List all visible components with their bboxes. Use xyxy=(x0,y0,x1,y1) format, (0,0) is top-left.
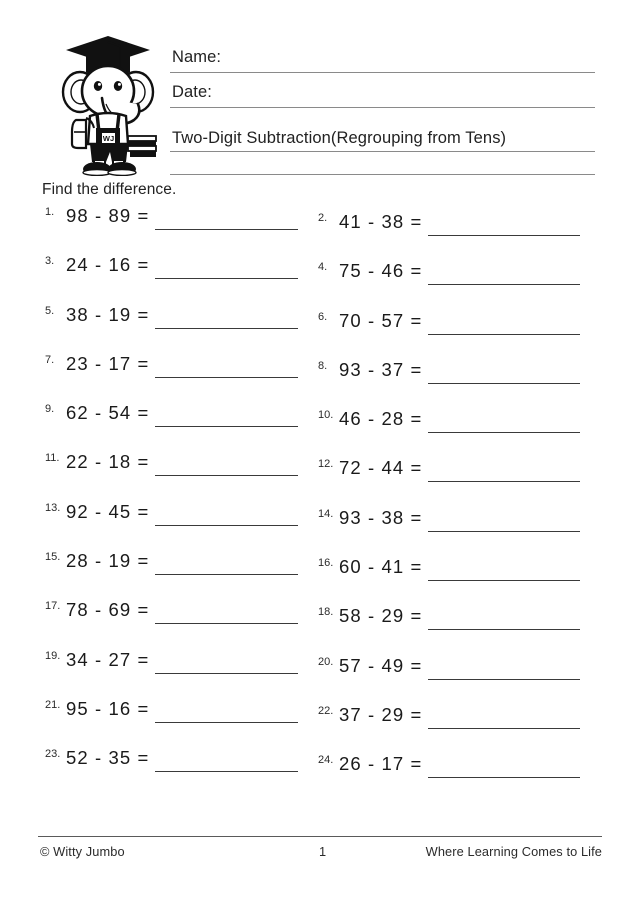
problem-row xyxy=(0,649,640,698)
problem-equation: 57 - 49 = xyxy=(339,654,423,676)
problem-equation: 23 - 17 = xyxy=(66,352,150,374)
answer-blank[interactable] xyxy=(155,229,298,230)
problem-number: 14. xyxy=(318,507,334,520)
problem-equation: 37 - 29 = xyxy=(339,703,423,725)
answer-blank[interactable] xyxy=(428,777,580,778)
problem-item xyxy=(318,507,580,529)
header-fields xyxy=(170,38,595,175)
problem-row xyxy=(0,599,640,648)
problem-row xyxy=(0,747,640,796)
problem-equation: 75 - 46 = xyxy=(339,260,423,282)
problem-number: 11. xyxy=(45,452,60,465)
problem-item xyxy=(318,260,580,282)
problem-item xyxy=(318,310,580,332)
problem-item xyxy=(318,408,580,430)
answer-blank[interactable] xyxy=(428,481,580,482)
svg-text:WJ: WJ xyxy=(102,134,115,144)
problem-number: 24. xyxy=(318,754,334,767)
problem-number: 15. xyxy=(45,551,61,564)
worksheet-footer xyxy=(38,836,602,872)
problem-number: 1. xyxy=(45,206,55,218)
answer-blank[interactable] xyxy=(428,629,580,630)
problem-number: 12. xyxy=(318,458,334,471)
problem-item xyxy=(45,747,298,769)
problem-item xyxy=(45,451,298,473)
problem-equation: 62 - 54 = xyxy=(66,402,150,424)
problem-item xyxy=(45,205,298,227)
answer-blank[interactable] xyxy=(428,284,580,285)
problem-number: 23. xyxy=(45,748,61,761)
problem-row xyxy=(0,402,640,451)
answer-blank[interactable] xyxy=(155,328,298,329)
problem-row xyxy=(0,205,640,254)
problem-item xyxy=(318,655,580,677)
problem-number: 4. xyxy=(318,261,328,274)
answer-blank[interactable] xyxy=(428,432,580,433)
answer-blank[interactable] xyxy=(155,278,298,279)
problem-equation: 24 - 16 = xyxy=(66,254,150,276)
problem-item xyxy=(318,556,580,578)
worksheet-title-row xyxy=(170,108,595,152)
problem-number: 5. xyxy=(45,304,55,317)
answer-blank[interactable] xyxy=(155,426,298,427)
answer-blank[interactable] xyxy=(428,334,580,335)
answer-blank[interactable] xyxy=(428,679,580,680)
problem-equation: 41 - 38 = xyxy=(339,211,423,232)
footer-page-number: 1 xyxy=(319,844,327,859)
problem-item xyxy=(45,353,298,375)
problem-grid xyxy=(0,205,640,797)
problem-number: 18. xyxy=(318,606,334,619)
problem-equation: 26 - 17 = xyxy=(339,753,423,775)
date-label: Date: xyxy=(172,83,212,101)
problem-number: 17. xyxy=(45,600,61,613)
problem-number: 6. xyxy=(318,310,328,323)
name-field-row[interactable] xyxy=(170,38,595,73)
problem-equation: 72 - 44 = xyxy=(339,457,423,479)
problem-equation: 92 - 45 = xyxy=(66,500,150,522)
problem-item xyxy=(318,704,580,726)
problem-item xyxy=(318,359,580,381)
name-label: Name: xyxy=(172,48,222,66)
problem-item xyxy=(45,501,298,523)
problem-number: 21. xyxy=(45,698,61,711)
problem-row xyxy=(0,550,640,599)
problem-equation: 70 - 57 = xyxy=(339,309,423,331)
problem-equation: 28 - 19 = xyxy=(66,550,150,572)
problem-equation: 95 - 16 = xyxy=(66,697,150,719)
problem-number: 2. xyxy=(318,212,328,224)
problem-number: 16. xyxy=(318,557,334,570)
problem-row xyxy=(0,451,640,500)
problem-item xyxy=(45,304,298,326)
problem-number: 10. xyxy=(318,409,334,422)
problem-number: 9. xyxy=(45,403,55,416)
problem-equation: 78 - 69 = xyxy=(66,599,150,621)
answer-blank[interactable] xyxy=(155,673,298,674)
answer-blank[interactable] xyxy=(155,475,298,476)
problem-equation: 58 - 29 = xyxy=(339,605,423,627)
problem-number: 13. xyxy=(45,501,61,514)
answer-blank[interactable] xyxy=(155,771,298,772)
problem-equation: 60 - 41 = xyxy=(339,556,423,578)
problem-equation: 34 - 27 = xyxy=(66,648,150,670)
answer-blank[interactable] xyxy=(155,377,298,378)
problem-item xyxy=(45,698,298,720)
problem-number: 7. xyxy=(45,353,55,366)
problem-number: 19. xyxy=(45,649,61,662)
worksheet-header xyxy=(0,0,640,180)
answer-blank[interactable] xyxy=(428,531,580,532)
problem-item xyxy=(45,550,298,572)
problem-item xyxy=(318,605,580,627)
problem-item xyxy=(318,211,580,233)
problem-number: 3. xyxy=(45,255,55,268)
problem-equation: 52 - 35 = xyxy=(66,747,150,769)
problem-item xyxy=(45,599,298,621)
problem-equation: 93 - 38 = xyxy=(339,506,423,528)
problem-equation: 22 - 18 = xyxy=(66,451,150,473)
footer-divider xyxy=(38,836,602,837)
answer-blank[interactable] xyxy=(155,525,298,526)
problem-row xyxy=(0,353,640,402)
header-blank-row xyxy=(170,152,595,175)
problem-equation: 98 - 89 = xyxy=(66,205,150,226)
problem-row xyxy=(0,698,640,747)
answer-blank[interactable] xyxy=(428,728,580,729)
problem-item xyxy=(318,457,580,479)
problem-row xyxy=(0,304,640,353)
problem-item xyxy=(318,753,580,775)
answer-blank[interactable] xyxy=(155,623,298,624)
problem-number: 20. xyxy=(318,655,334,668)
problem-item xyxy=(45,254,298,276)
footer-copyright: © Witty Jumbo xyxy=(40,844,125,859)
problem-equation: 38 - 19 = xyxy=(66,303,150,325)
footer-tagline: Where Learning Comes to Life xyxy=(425,844,602,859)
instruction-text: Find the difference. xyxy=(42,181,177,198)
problem-row xyxy=(0,501,640,550)
answer-blank[interactable] xyxy=(428,235,580,236)
answer-blank[interactable] xyxy=(428,383,580,384)
answer-blank[interactable] xyxy=(428,580,580,581)
date-field-row[interactable] xyxy=(170,73,595,108)
answer-blank[interactable] xyxy=(155,722,298,723)
answer-blank[interactable] xyxy=(155,574,298,575)
page-title: Two-Digit Subtraction(Regrouping from Tens) xyxy=(172,129,507,147)
problem-number: 22. xyxy=(318,704,334,717)
problem-item xyxy=(45,402,298,424)
problem-equation: 93 - 37 = xyxy=(339,358,423,380)
problem-number: 8. xyxy=(318,359,328,372)
problem-item xyxy=(45,649,298,671)
elephant-graduate-mascot-icon xyxy=(52,28,164,176)
problem-equation: 46 - 28 = xyxy=(339,408,423,430)
problem-row xyxy=(0,254,640,303)
